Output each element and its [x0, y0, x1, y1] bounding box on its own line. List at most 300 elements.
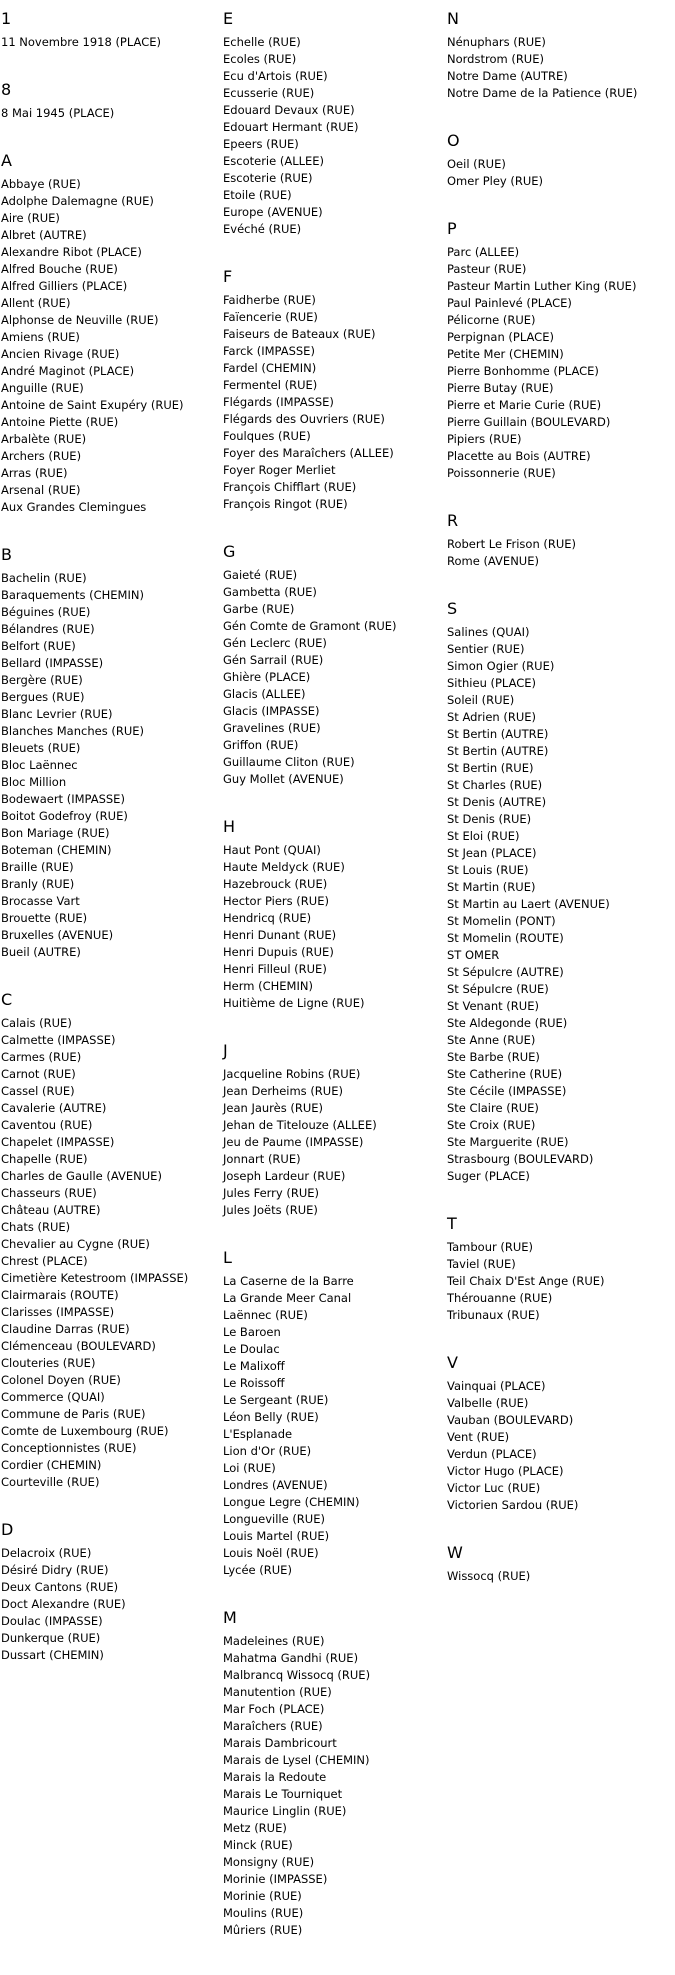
street-item: Garbe (RUE)	[223, 602, 295, 616]
street-item: St Momelin (PONT)	[447, 914, 556, 928]
street-item: Aire (RUE)	[1, 211, 60, 225]
section-gap	[447, 1185, 662, 1204]
letter-section	[1, 9, 216, 51]
street-item: Etoile (RUE)	[223, 188, 292, 202]
street-item: Alfred Bouche (RUE)	[1, 262, 118, 276]
street-item: Louis Martel (RUE)	[223, 1529, 330, 1543]
section-gap	[223, 788, 438, 807]
street-list	[223, 1066, 438, 1219]
street-item: Colonel Doyen (RUE)	[1, 1373, 121, 1387]
street-item: Laënnec (RUE)	[223, 1308, 308, 1322]
street-item: Haut Pont (QUAI)	[223, 843, 321, 857]
street-item: Le Doulac	[223, 1342, 280, 1356]
street-item: Glacis (IMPASSE)	[223, 704, 320, 718]
street-item: Vainquai (PLACE)	[447, 1379, 546, 1393]
street-item: Bloc Laënnec	[1, 758, 78, 772]
street-item: Doct Alexandre (RUE)	[1, 1597, 126, 1611]
street-item: Cassel (RUE)	[1, 1084, 75, 1098]
street-item: Calmette (IMPASSE)	[1, 1033, 116, 1047]
street-item: Notre Dame (AUTRE)	[447, 69, 568, 83]
street-item: Pierre Bonhomme (PLACE)	[447, 364, 599, 378]
street-list	[223, 34, 438, 238]
street-item: Clouteries (RUE)	[1, 1356, 96, 1370]
street-item: Notre Dame de la Patience (RUE)	[447, 86, 638, 100]
street-item: Pierre Guillain (BOULEVARD)	[447, 415, 611, 429]
section-letter-heading: W	[447, 1543, 463, 1562]
street-item: Soleil (RUE)	[447, 693, 515, 707]
street-item: St Martin (RUE)	[447, 880, 536, 894]
street-item: St Sépulcre (RUE)	[447, 982, 549, 996]
section-letter-heading: D	[1, 1520, 14, 1539]
street-item: Minck (RUE)	[223, 1838, 293, 1852]
street-item: Nordstrom (RUE)	[447, 52, 544, 66]
street-item: Ste Anne (RUE)	[447, 1033, 536, 1047]
section-gap	[1, 961, 216, 980]
section-gap	[223, 513, 438, 532]
street-item: Hector Piers (RUE)	[223, 894, 329, 908]
street-item: Chevalier au Cygne (RUE)	[1, 1237, 150, 1251]
street-item: Metz (RUE)	[223, 1821, 287, 1835]
street-item: Foulques (RUE)	[223, 429, 311, 443]
street-item: Caventou (RUE)	[1, 1118, 93, 1132]
street-item: Foyer Roger Merliet	[223, 463, 336, 477]
street-item: Haute Meldyck (RUE)	[223, 860, 345, 874]
section-gap	[1, 1491, 216, 1510]
street-item: Jeu de Paume (IMPASSE)	[223, 1135, 364, 1149]
street-item: Robert Le Frison (RUE)	[447, 537, 577, 551]
street-item: Flégards des Ouvriers (RUE)	[223, 412, 385, 426]
street-list	[447, 156, 662, 190]
street-item: Blanc Levrier (RUE)	[1, 707, 113, 721]
street-item: Bachelin (RUE)	[1, 571, 87, 585]
street-item: Placette au Bois (AUTRE)	[447, 449, 591, 463]
street-item: Allent (RUE)	[1, 296, 71, 310]
street-item: Herm (CHEMIN)	[223, 979, 313, 993]
street-list	[447, 1378, 662, 1514]
street-item: Marais la Redoute	[223, 1770, 327, 1784]
street-item: Guillaume Cliton (RUE)	[223, 755, 355, 769]
street-item: Wissocq (RUE)	[447, 1569, 531, 1583]
section-gap	[1, 122, 216, 141]
street-index-column-1	[1, 0, 216, 1664]
street-item: Baraquements (CHEMIN)	[1, 588, 144, 602]
letter-section	[1, 961, 216, 1491]
letter-section	[223, 238, 438, 513]
street-item: Lycée (RUE)	[223, 1563, 292, 1577]
street-item: Parc (ALLEE)	[447, 245, 520, 259]
letter-section	[447, 482, 662, 570]
street-item: Deux Cantons (RUE)	[1, 1580, 119, 1594]
street-item: Brouette (RUE)	[1, 911, 88, 925]
street-item: Vauban (BOULEVARD)	[447, 1413, 574, 1427]
section-letter-heading: V	[447, 1353, 458, 1372]
street-item: Madeleines (RUE)	[223, 1634, 325, 1648]
street-item: Abbaye (RUE)	[1, 177, 81, 191]
street-item: Jules Joëts (RUE)	[223, 1203, 318, 1217]
street-item: St Louis (RUE)	[447, 863, 529, 877]
street-item: André Maginot (PLACE)	[1, 364, 135, 378]
section-gap	[223, 1012, 438, 1031]
street-item: Marais Le Tourniquet	[223, 1787, 343, 1801]
section-letter-heading: B	[1, 545, 12, 564]
street-item: François Ringot (RUE)	[223, 497, 348, 511]
street-item: Jean Jaurès (RUE)	[223, 1101, 324, 1115]
street-item: Calais (RUE)	[1, 1016, 72, 1030]
street-item: Bon Mariage (RUE)	[1, 826, 110, 840]
street-item: François Chifflart (RUE)	[223, 480, 357, 494]
street-item: Courteville (RUE)	[1, 1475, 100, 1489]
street-item: Epeers (RUE)	[223, 137, 299, 151]
street-item: Marais Dambricourt	[223, 1736, 337, 1750]
letter-section	[223, 513, 438, 788]
street-item: Europe (AVENUE)	[223, 205, 323, 219]
street-item: Suger (PLACE)	[447, 1169, 530, 1183]
street-item: Antoine Piette (RUE)	[1, 415, 119, 429]
street-item: Désiré Didry (RUE)	[1, 1563, 109, 1577]
section-letter-heading: O	[447, 131, 460, 150]
street-list	[1, 1545, 216, 1664]
section-letter-heading: F	[223, 267, 233, 286]
street-item: Belfort (RUE)	[1, 639, 76, 653]
street-item: Carmes (RUE)	[1, 1050, 82, 1064]
street-item: L'Esplanade	[223, 1427, 293, 1441]
street-item: Paul Painlevé (PLACE)	[447, 296, 572, 310]
letter-section	[447, 1514, 662, 1585]
street-item: Henri Filleul (RUE)	[223, 962, 327, 976]
street-item: Tribunaux (RUE)	[447, 1308, 540, 1322]
street-item: St Jean (PLACE)	[447, 846, 537, 860]
street-item: Monsigny (RUE)	[223, 1855, 315, 1869]
street-item: Longue Legre (CHEMIN)	[223, 1495, 360, 1509]
section-gap	[447, 190, 662, 209]
street-item: Chapelet (IMPASSE)	[1, 1135, 115, 1149]
street-item: Gravelines (RUE)	[223, 721, 321, 735]
street-item: Londres (AVENUE)	[223, 1478, 328, 1492]
section-letter-heading: T	[447, 1214, 457, 1233]
section-gap	[447, 1514, 662, 1533]
section-letter-heading: J	[223, 1041, 228, 1060]
street-item: St Bertin (AUTRE)	[447, 727, 549, 741]
section-letter-heading: P	[447, 219, 457, 238]
section-gap	[447, 482, 662, 501]
street-item: Guy Mollet (AVENUE)	[223, 772, 344, 786]
street-item: Hazebrouck (RUE)	[223, 877, 328, 891]
street-item: Gambetta (RUE)	[223, 585, 317, 599]
street-item: Bélandres (RUE)	[1, 622, 95, 636]
street-item: Le Baroen	[223, 1325, 281, 1339]
street-item: Henri Dunant (RUE)	[223, 928, 337, 942]
street-item: Longueville (RUE)	[223, 1512, 325, 1526]
street-item: Fardel (CHEMIN)	[223, 361, 317, 375]
street-item: Bloc Million	[1, 775, 67, 789]
street-item: Braille (RUE)	[1, 860, 74, 874]
street-item: St Denis (RUE)	[447, 812, 532, 826]
street-item: Chapelle (RUE)	[1, 1152, 88, 1166]
street-item: Strasbourg (BOULEVARD)	[447, 1152, 594, 1166]
street-item: Pierre Butay (RUE)	[447, 381, 554, 395]
street-item: St Adrien (RUE)	[447, 710, 537, 724]
street-item: Tambour (RUE)	[447, 1240, 534, 1254]
street-item: Ghière (PLACE)	[223, 670, 311, 684]
street-item: Archers (RUE)	[1, 449, 82, 463]
street-list	[447, 1239, 662, 1324]
street-item: Thérouanne (RUE)	[447, 1291, 553, 1305]
street-item: St Momelin (ROUTE)	[447, 931, 564, 945]
street-item: Petite Mer (CHEMIN)	[447, 347, 564, 361]
street-item: Claudine Darras (RUE)	[1, 1322, 130, 1336]
street-item: Aux Grandes Clemingues	[1, 500, 147, 514]
street-item: Dussart (CHEMIN)	[1, 1648, 104, 1662]
street-item: Boteman (CHEMIN)	[1, 843, 112, 857]
letter-section	[1, 1491, 216, 1664]
street-item: Ste Marguerite (RUE)	[447, 1135, 569, 1149]
letter-section	[223, 1219, 438, 1579]
street-item: Nénuphars (RUE)	[447, 35, 546, 49]
street-index-column-2	[223, 0, 438, 1939]
street-item: Sentier (RUE)	[447, 642, 525, 656]
street-item: Maurice Linglin (RUE)	[223, 1804, 347, 1818]
street-item: Perpignan (PLACE)	[447, 330, 554, 344]
street-list	[223, 1273, 438, 1579]
street-item: Clairmarais (ROUTE)	[1, 1288, 119, 1302]
letter-section	[447, 570, 662, 1185]
street-item: Mahatma Gandhi (RUE)	[223, 1651, 359, 1665]
street-item: Bergues (RUE)	[1, 690, 85, 704]
section-gap	[223, 1219, 438, 1238]
letter-section	[223, 788, 438, 1012]
street-item: Poissonnerie (RUE)	[447, 466, 556, 480]
street-item: Mûriers (RUE)	[223, 1923, 303, 1937]
street-item: Brocasse Vart	[1, 894, 80, 908]
street-item: Griffon (RUE)	[223, 738, 299, 752]
street-item: Clarisses (IMPASSE)	[1, 1305, 115, 1319]
street-item: Valbelle (RUE)	[447, 1396, 529, 1410]
street-item: Pasteur (RUE)	[447, 262, 527, 276]
street-item: Comte de Luxembourg (RUE)	[1, 1424, 169, 1438]
street-item: Victor Luc (RUE)	[447, 1481, 541, 1495]
street-item: Carnot (RUE)	[1, 1067, 76, 1081]
street-list	[223, 292, 438, 513]
street-item: Léon Belly (RUE)	[223, 1410, 319, 1424]
street-item: Malbrancq Wissocq (RUE)	[223, 1668, 371, 1682]
street-item: Ancien Rivage (RUE)	[1, 347, 120, 361]
street-item: Chrest (PLACE)	[1, 1254, 88, 1268]
street-item: Ste Croix (RUE)	[447, 1118, 536, 1132]
street-item: Antoine de Saint Exupéry (RUE)	[1, 398, 184, 412]
section-letter-heading: H	[223, 817, 236, 836]
street-item: Conceptionnistes (RUE)	[1, 1441, 137, 1455]
street-item: Joseph Lardeur (RUE)	[223, 1169, 346, 1183]
letter-section	[447, 102, 662, 190]
street-item: ST OMER	[447, 948, 500, 962]
street-item: Bellard (IMPASSE)	[1, 656, 104, 670]
street-item: 8 Mai 1945 (PLACE)	[1, 106, 115, 120]
section-gap	[447, 102, 662, 121]
street-item: Jonnart (RUE)	[223, 1152, 301, 1166]
street-item: St Venant (RUE)	[447, 999, 539, 1013]
street-item: Ecu d'Artois (RUE)	[223, 69, 328, 83]
street-list	[1, 105, 216, 122]
street-list	[223, 1633, 438, 1939]
street-item: Amiens (RUE)	[1, 330, 80, 344]
street-list	[447, 1568, 662, 1585]
street-item: Faïencerie (RUE)	[223, 310, 318, 324]
street-item: Farck (IMPASSE)	[223, 344, 315, 358]
street-list	[1, 34, 216, 51]
street-item: Ecusserie (RUE)	[223, 86, 315, 100]
street-item: Hendricq (RUE)	[223, 911, 312, 925]
street-item: Blanches Manches (RUE)	[1, 724, 144, 738]
street-item: Louis Noël (RUE)	[223, 1546, 319, 1560]
street-item: Vent (RUE)	[447, 1430, 510, 1444]
street-item: Jules Ferry (RUE)	[223, 1186, 320, 1200]
street-item: Verdun (PLACE)	[447, 1447, 537, 1461]
street-item: Sithieu (PLACE)	[447, 676, 537, 690]
section-letter-heading: A	[1, 151, 12, 170]
street-list	[1, 1015, 216, 1491]
street-item: Jean Derheims (RUE)	[223, 1084, 343, 1098]
section-gap	[1, 516, 216, 535]
letter-section	[223, 9, 438, 238]
street-item: Commerce (QUAI)	[1, 1390, 105, 1404]
street-item: La Grande Meer Canal	[223, 1291, 352, 1305]
street-item: St Bertin (AUTRE)	[447, 744, 549, 758]
street-item: Ste Aldegonde (RUE)	[447, 1016, 568, 1030]
street-item: Château (AUTRE)	[1, 1203, 101, 1217]
street-item: Maraîchers (RUE)	[223, 1719, 323, 1733]
street-item: Manutention (RUE)	[223, 1685, 332, 1699]
street-item: Bergère (RUE)	[1, 673, 83, 687]
street-item: Gén Sarrail (RUE)	[223, 653, 324, 667]
street-item: Victorien Sardou (RUE)	[447, 1498, 579, 1512]
street-item: Pierre et Marie Curie (RUE)	[447, 398, 602, 412]
street-item: Ste Catherine (RUE)	[447, 1067, 563, 1081]
street-item: Ste Barbe (RUE)	[447, 1050, 540, 1064]
street-item: St Martin au Laert (AVENUE)	[447, 897, 610, 911]
street-item: Dunkerque (RUE)	[1, 1631, 101, 1645]
street-item: Pasteur Martin Luther King (RUE)	[447, 279, 637, 293]
street-item: Loi (RUE)	[223, 1461, 276, 1475]
street-item: Arsenal (RUE)	[1, 483, 81, 497]
street-item: Béguines (RUE)	[1, 605, 91, 619]
street-item: St Eloi (RUE)	[447, 829, 520, 843]
letter-section	[447, 1185, 662, 1324]
letter-section	[1, 122, 216, 516]
street-item: Bleuets (RUE)	[1, 741, 81, 755]
street-item: Pélicorne (RUE)	[447, 313, 536, 327]
street-item: Charles de Gaulle (AVENUE)	[1, 1169, 162, 1183]
section-letter-heading: 8	[1, 80, 12, 99]
street-list	[447, 624, 662, 1185]
street-item: St Denis (AUTRE)	[447, 795, 547, 809]
street-item: Jehan de Titelouze (ALLEE)	[223, 1118, 377, 1132]
street-list	[447, 536, 662, 570]
street-item: Cordier (CHEMIN)	[1, 1458, 102, 1472]
section-letter-heading: N	[447, 9, 459, 28]
street-item: Albret (AUTRE)	[1, 228, 87, 242]
street-item: Foyer des Maraîchers (ALLEE)	[223, 446, 394, 460]
street-item: Branly (RUE)	[1, 877, 75, 891]
street-item: Gén Leclerc (RUE)	[223, 636, 327, 650]
section-letter-heading: R	[447, 511, 459, 530]
street-item: 11 Novembre 1918 (PLACE)	[1, 35, 161, 49]
section-letter-heading: C	[1, 990, 13, 1009]
letter-section	[1, 51, 216, 122]
street-item: Huitième de Ligne (RUE)	[223, 996, 365, 1010]
street-item: St Sépulcre (AUTRE)	[447, 965, 564, 979]
street-item: Le Roissoff	[223, 1376, 285, 1390]
section-letter-heading: M	[223, 1608, 237, 1627]
street-item: Adolphe Dalemagne (RUE)	[1, 194, 154, 208]
street-item: Evéché (RUE)	[223, 222, 302, 236]
section-letter-heading: E	[223, 9, 234, 28]
street-item: Clémenceau (BOULEVARD)	[1, 1339, 156, 1353]
street-item: Alphonse de Neuville (RUE)	[1, 313, 159, 327]
street-item: Marais de Lysel (CHEMIN)	[223, 1753, 370, 1767]
street-list	[1, 176, 216, 516]
street-item: Fermentel (RUE)	[223, 378, 318, 392]
section-letter-heading: L	[223, 1248, 232, 1267]
street-item: Cavalerie (AUTRE)	[1, 1101, 107, 1115]
street-item: La Caserne de la Barre	[223, 1274, 354, 1288]
street-item: Escoterie (RUE)	[223, 171, 313, 185]
street-item: Ecoles (RUE)	[223, 52, 297, 66]
street-item: Le Sergeant (RUE)	[223, 1393, 329, 1407]
street-item: Doulac (IMPASSE)	[1, 1614, 103, 1628]
street-item: Bueil (AUTRE)	[1, 945, 81, 959]
street-index-column-3	[447, 0, 662, 1585]
street-item: Morinie (IMPASSE)	[223, 1872, 328, 1886]
section-letter-heading: 1	[1, 9, 12, 28]
street-item: Commune de Paris (RUE)	[1, 1407, 146, 1421]
street-item: Escoterie (ALLEE)	[223, 154, 325, 168]
street-item: St Bertin (RUE)	[447, 761, 534, 775]
letter-section	[223, 1012, 438, 1219]
street-item: Boitot Godefroy (RUE)	[1, 809, 128, 823]
street-item: Arras (RUE)	[1, 466, 68, 480]
section-gap	[223, 238, 438, 257]
letter-section	[447, 190, 662, 482]
section-gap	[447, 570, 662, 589]
section-gap	[223, 1579, 438, 1598]
street-list	[223, 842, 438, 1012]
street-list	[223, 567, 438, 788]
street-item: Faiseurs de Bateaux (RUE)	[223, 327, 376, 341]
letter-section	[1, 516, 216, 961]
street-item: Chasseurs (RUE)	[1, 1186, 97, 1200]
street-list	[447, 244, 662, 482]
section-gap	[1, 51, 216, 70]
street-item: Lion d'Or (RUE)	[223, 1444, 312, 1458]
street-item: Delacroix (RUE)	[1, 1546, 92, 1560]
street-item: Bodewaert (IMPASSE)	[1, 792, 125, 806]
street-item: Flégards (IMPASSE)	[223, 395, 334, 409]
letter-section	[447, 1324, 662, 1514]
street-item: Rome (AVENUE)	[447, 554, 539, 568]
street-item: Gaieté (RUE)	[223, 568, 298, 582]
street-list	[447, 34, 662, 102]
street-item: Edouard Devaux (RUE)	[223, 103, 355, 117]
street-item: Ste Claire (RUE)	[447, 1101, 539, 1115]
street-item: Pipiers (RUE)	[447, 432, 522, 446]
street-item: Mar Foch (PLACE)	[223, 1702, 325, 1716]
street-item: Ste Cécile (IMPASSE)	[447, 1084, 567, 1098]
street-item: Alfred Gilliers (PLACE)	[1, 279, 128, 293]
street-item: Echelle (RUE)	[223, 35, 301, 49]
street-item: Moulins (RUE)	[223, 1906, 304, 1920]
street-item: Glacis (ALLEE)	[223, 687, 306, 701]
street-item: Anguille (RUE)	[1, 381, 84, 395]
